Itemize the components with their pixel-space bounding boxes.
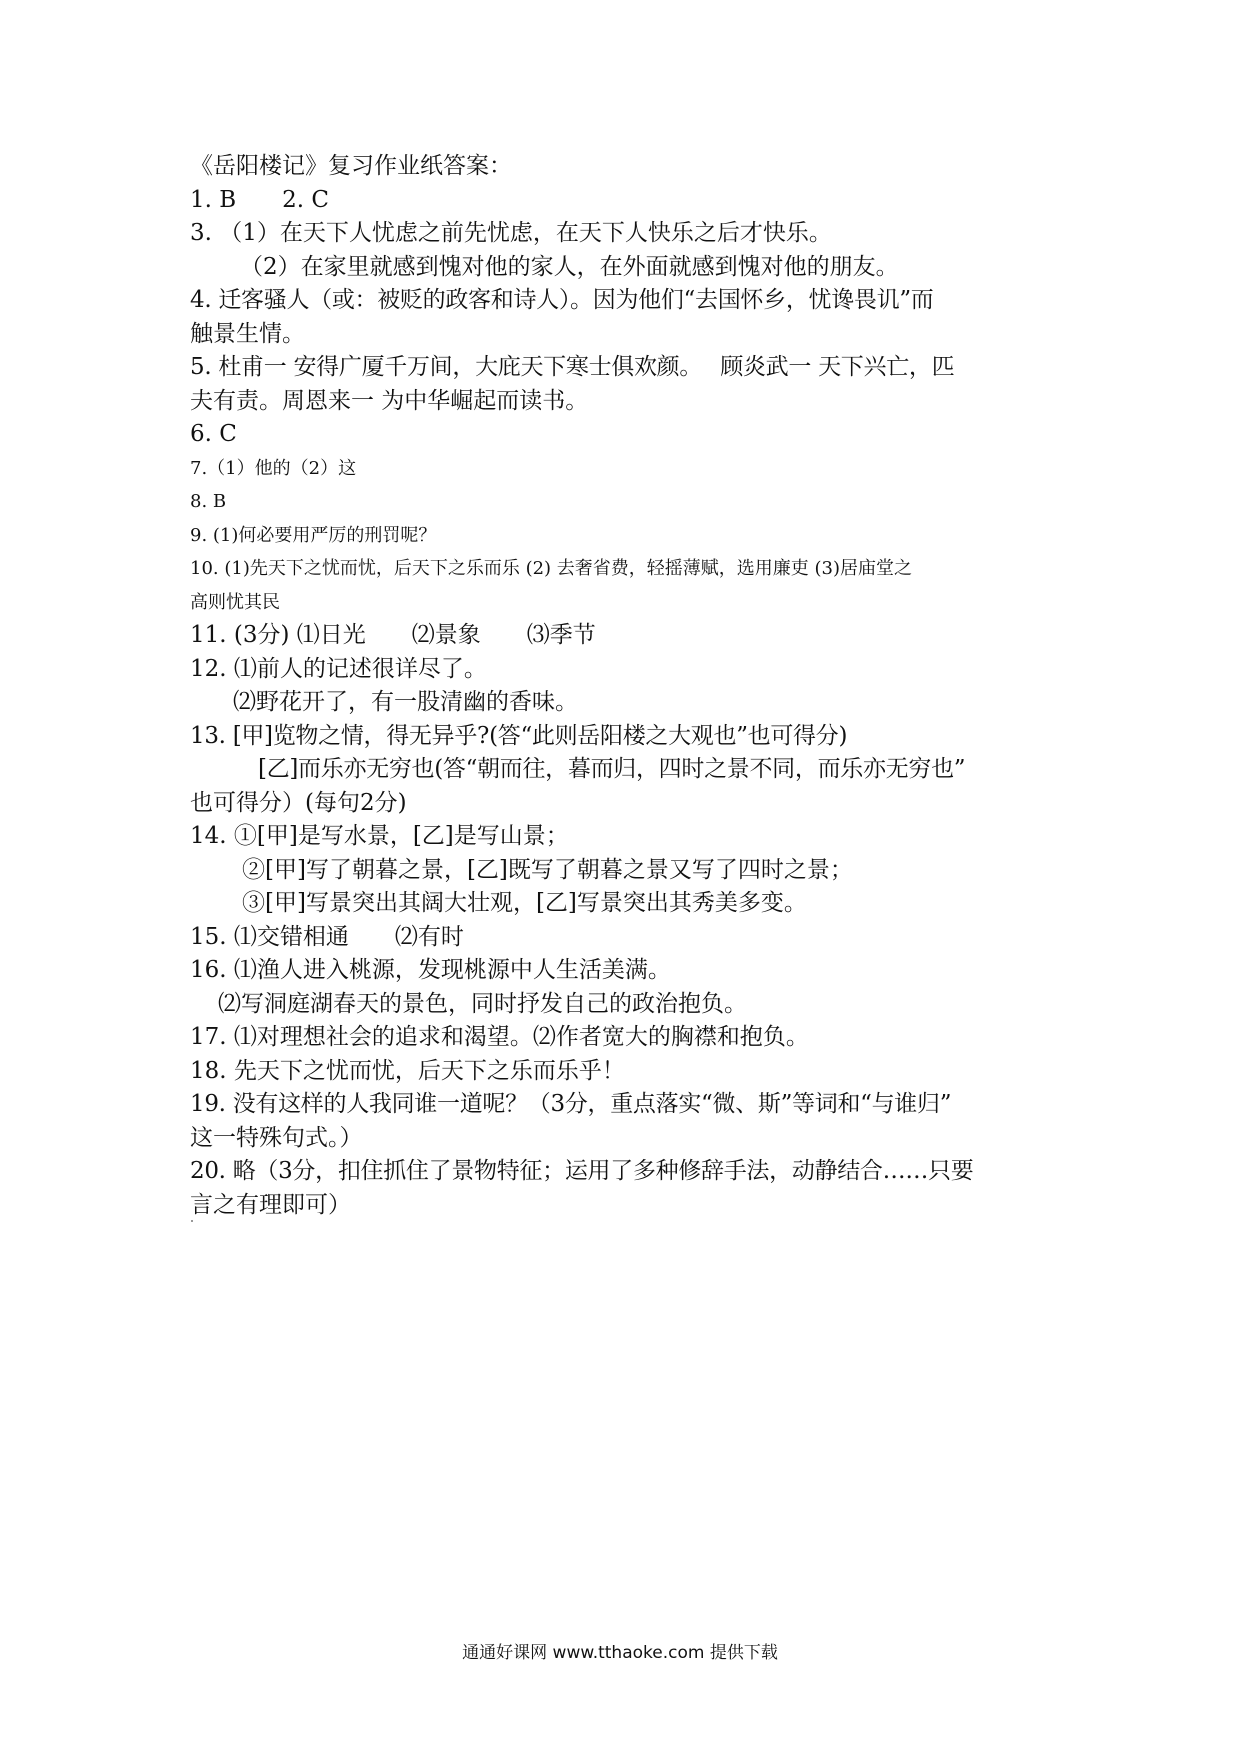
answer-line: 10. (1)先天下之忧而忧，后天下之乐而乐 (2) 去奢省费，轻摇薄赋，选用廉吏 (3)居庙堂之: [190, 558, 913, 579]
answer-line: 言之有理即可）: [190, 1191, 351, 1218]
answer-line: ③[甲]写景突出其阔大壮观，[乙]写景突出其秀美多变。: [242, 890, 807, 916]
answer-line: 11. (3分) ⑴日光 ⑵景象 ⑶季节: [190, 622, 596, 648]
answer-line: 7.（1）他的（2）这: [190, 457, 357, 479]
answer-line: 13. [甲]览物之情，得无异乎?(答“此则岳阳楼之大观也”也可得分): [190, 722, 848, 749]
answer-line: 1. B 2. C: [190, 186, 330, 213]
answer-line: 3. （1）在天下人忧虑之前先忧虑，在天下人快乐之后才快乐。: [190, 220, 832, 246]
answer-line: 5. 杜甫一 安得广厦千万间，大庇天下寒士俱欢颜。 顾炎武一 天下兴亡，匹: [190, 354, 955, 380]
answer-line: 18. 先天下之忧而忧，后天下之乐而乐乎！: [190, 1057, 625, 1084]
answer-line: 16. ⑴渔人进入桃源，发现桃源中人生活美满。: [190, 957, 671, 983]
answer-line: ⑵野花开了，有一股清幽的香味。: [233, 689, 578, 715]
answer-line: 高则忧其民: [190, 591, 280, 613]
scan-speck: [191, 1220, 193, 1222]
answer-line: 4. 迁客骚人（或：被贬的政客和诗人）。因为他们“去国怀乡，忧谗畏讥”而: [190, 287, 934, 313]
answer-line: 14. ①[甲]是写水景，[乙]是写山景；: [190, 823, 569, 849]
answer-line: 20. 略（3分，扣住抓住了景物特征；运用了多种修辞手法，动静结合……只要: [190, 1158, 974, 1184]
answer-line: 也可得分）(每句2分): [190, 789, 407, 816]
answer-sheet: [190, 150, 1070, 1222]
answer-line: 9. (1)何必要用严厉的刑罚呢？: [190, 524, 437, 546]
answer-line: 8. B: [190, 491, 227, 512]
answer-line: 12. ⑴前人的记述很详尽了。: [190, 655, 487, 682]
footer-credit: 通通好课网 www.tthaoke.com 提供下载: [462, 1643, 778, 1663]
answer-line: 17. ⑴对理想社会的追求和渴望。⑵作者宽大的胸襟和抱负。: [190, 1024, 809, 1050]
answer-line: 触景生情。: [190, 320, 305, 347]
answer-line: 夫有责。周恩来一 为中华崛起而读书。: [190, 387, 589, 414]
answer-line: ⑵写洞庭湖春天的景色，同时抒发自己的政治抱负。: [218, 990, 747, 1017]
answer-line: 15. ⑴交错相通 ⑵有时: [190, 923, 464, 950]
answer-line: ②[甲]写了朝暮之景，[乙]既写了朝暮之景又写了四时之景；: [242, 856, 853, 883]
answer-line: [乙]而乐亦无穷也(答“朝而往，暮而归，四时之景不同，而乐亦无穷也”: [258, 756, 966, 782]
doc-title: 《岳阳楼记》复习作业纸答案：: [190, 153, 512, 179]
answer-line: （2）在家里就感到愧对他的家人，在外面就感到愧对他的朋友。: [240, 253, 899, 280]
answer-line: 6. C: [190, 421, 237, 447]
answer-line: 这一特殊句式。）: [190, 1124, 363, 1151]
answer-line: 19. 没有这样的人我同谁一道呢？（3分，重点落实“微、斯”等词和“与谁归”: [190, 1091, 952, 1117]
